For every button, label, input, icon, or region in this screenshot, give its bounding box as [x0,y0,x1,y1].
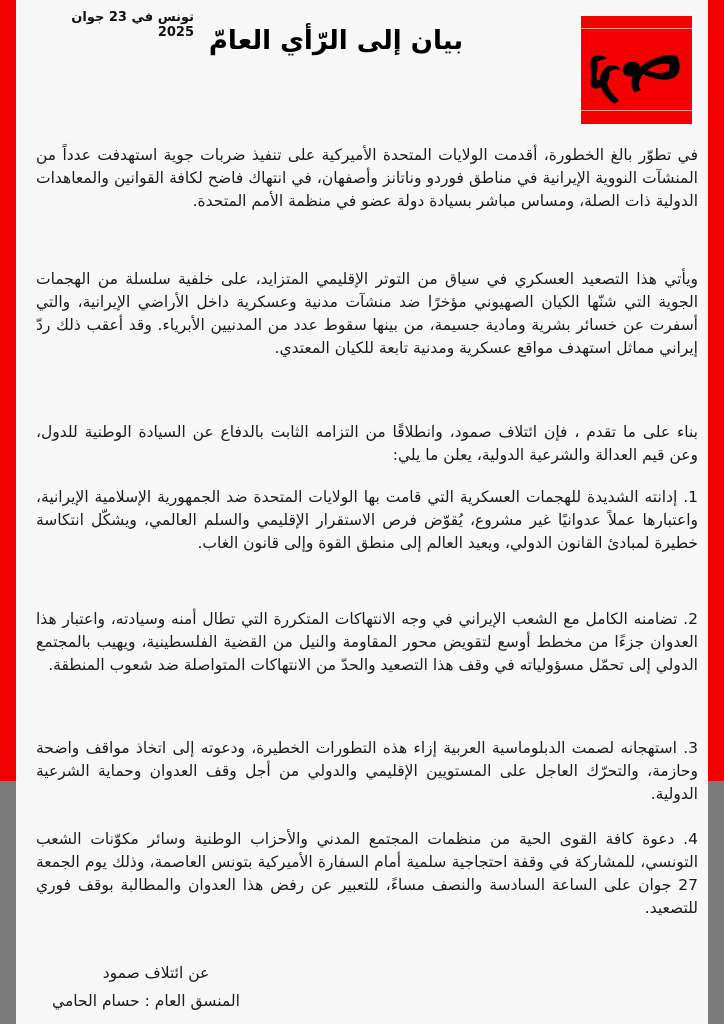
paragraph-declaration: بناء على ما تقدم ، فإن ائتلاف صمود، وانطلاقًا من التزامه الثابت بالدفاع عن السيادة الوطنية للدول، وعن قيم العدالة والشرعية الدولية، يعلن ما يلي: [36,423,698,464]
document-title: بيان إلى الرّأي العامّ [208,26,464,56]
signature-coordinator: المنسق العام : حسام الحامي [52,992,240,1010]
document-date: تونس في 23 جوان 2025 [71,10,194,40]
list-item: 1. إدانته الشديدة للهجمات العسكرية التي قامت بها الولايات المتحدة ضد الجمهورية الإسلامية الإيرانية، واعتبارها عملاً عدوانيًا غير مشروع، يُقوّض فرص الاستقرار الإقليمي والسلم العالمي، ويشكّل انتكاسة خطيرة لمبادئ القانون الدولي، ويعيد العالم إلى منطق القوة وإلى قانون الغاب. [36,488,698,552]
logo-calligraphy-icon [585,34,688,106]
document-page [16,0,708,1024]
paragraph-context: ويأتي هذا التصعيد العسكري في سياق من التوتر الإقليمي المتزايد، على خلفية سلسلة من الهجمات الجوية التي شنّها الكيان الصهيوني مؤخرًا ضد منشآت مدنية وعسكرية داخل الأراضي الإيرانية، والتي أسفرت عن خسائر بشرية ومادية جسيمة، من بينها سقوط عدد من المدنيين الأبرياء. وقد أعقب ذلك ردّ إيراني مماثل استهدف مواقع عسكرية ومدنية تابعة للكيان المعتدي. [36,270,698,357]
list-item: 2. تضامنه الكامل مع الشعب الإيراني في وجه الانتهاكات المتكررة التي تطال أمنه وسيادته، واعتبار هذا العدوان جزءًا من مخطط أوسع لتقويض محور المقاومة والنيل من القضية الفلسطينية، ويهيب بالمجتمع الدولي إلى تحمّل مسؤولياته في وقف هذا التصعيد والحدّ من الانتهاكات المتواصلة ضد شعوب المنطقة. [36,610,698,674]
logo-divider-bottom [581,110,692,111]
logo-divider-top [581,28,692,29]
sumud-logo [581,16,692,124]
list-item: 3. استهجانه لصمت الدبلوماسية العربية إزاء هذه التطورات الخطيرة، ودعوته إلى اتخاذ مواقف واضحة وحازمة، والتحرّك العاجل على المستويين الإقليمي والدولي من أجل وقف العدوان وحماية الشرعية الدولية. [36,739,698,803]
paragraph-intro: في تطوّر بالغ الخطورة، أقدمت الولايات المتحدة الأميركية على تنفيذ ضربات جوية استهدفت عدداً من المنشآت النووية الإيرانية في مناطق فوردو وناتانز وأصفهان، في انتهاك فاضح لكافة القوانين والمعاهدات الدولية ذات الصلة، ومساس مباشر بسيادة دولة عضو في منظمة الأمم المتحدة. [36,146,698,210]
list-item: 4. دعوة كافة القوى الحية من منظمات المجتمع المدني والأحزاب الوطنية وسائر مكوّنات الشعب التونسي، للمشاركة في وقفة احتجاجية سلمية أمام السفارة الأميركية بتونس العاصمة، وذلك يوم الجمعة 27 جوان على الساعة السادسة والنصف مساءً، للتعبير عن رفض هذا العدوان والمطالبة بوقف فوري للتصعيد. [36,830,698,917]
signature-organization: عن ائتلاف صمود [102,964,210,982]
